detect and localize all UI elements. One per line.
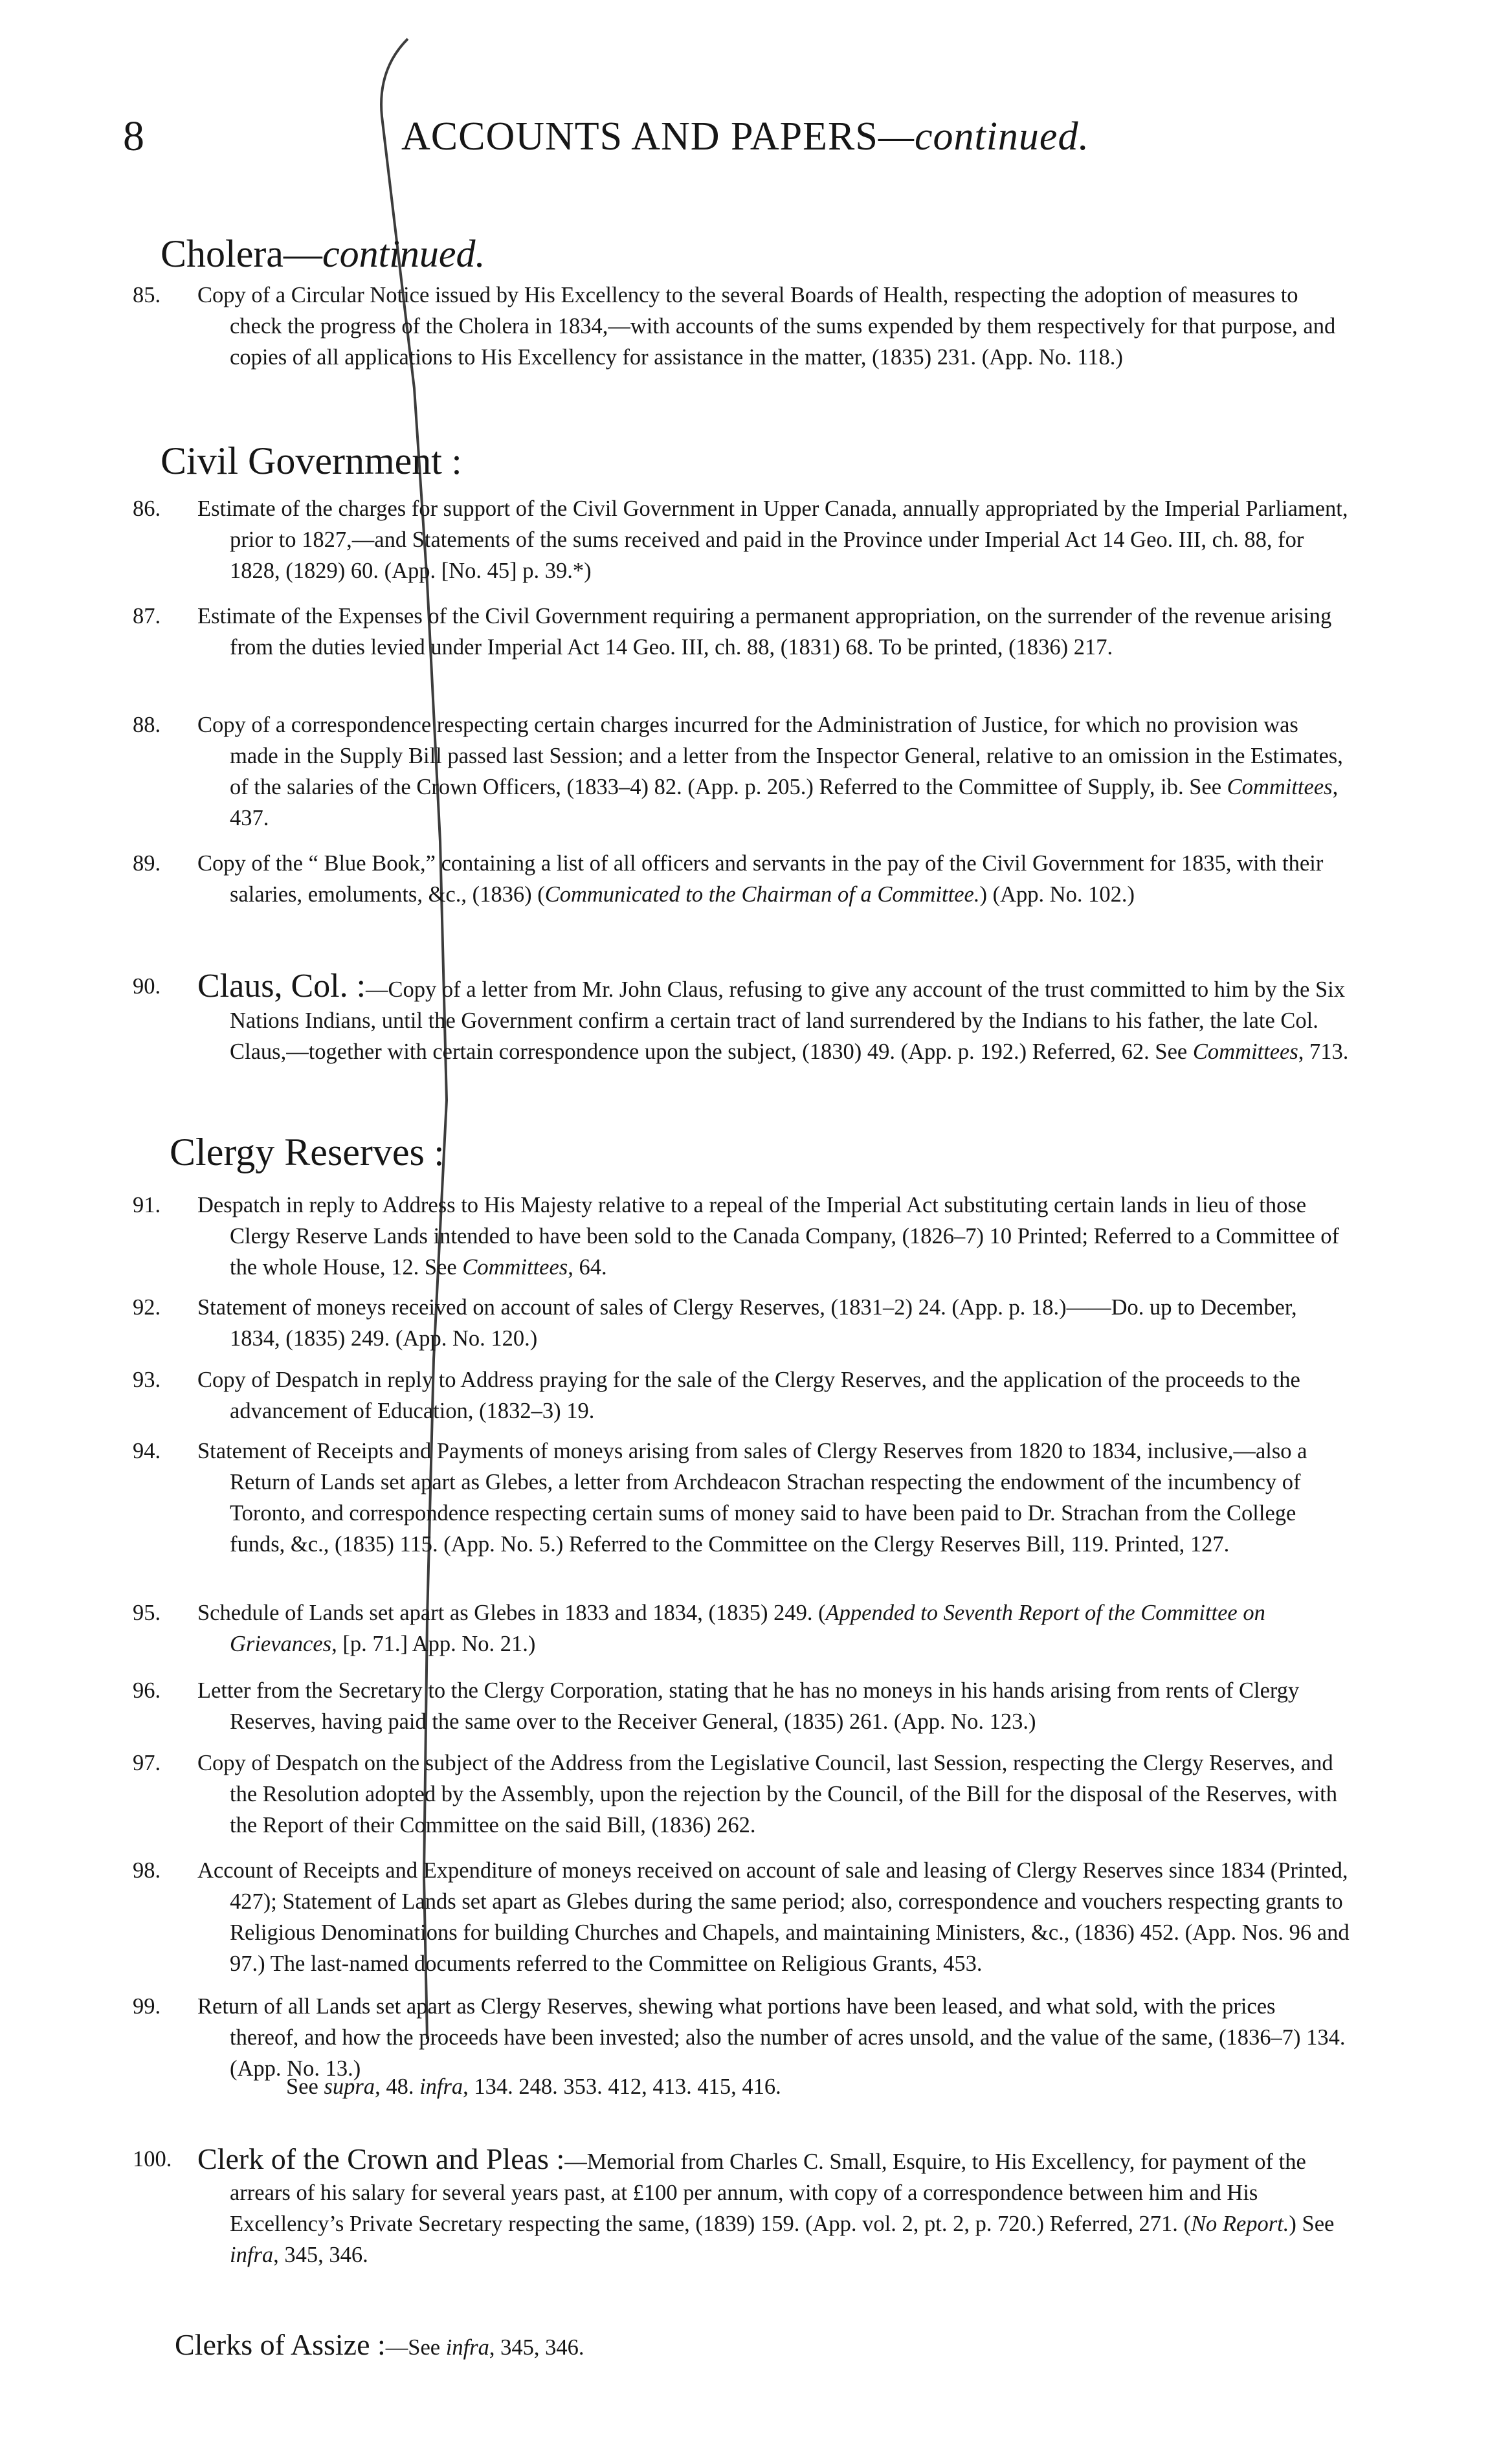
entry-text: Copy of a correspondence respecting certain charges incurred for the Administration of Justice, for which no provision was made in the Supply Bill passed last Session; and a letter from the Inspector General, relative to an omission in the Estimates, of the salaries of the Crown Officers, (1833–4) 82. (App. p. 205.) Referred to the Committee of Supply, ib. See Committees, 437. — [197, 713, 1343, 830]
entry-text: Copy of the “ Blue Book,” containing a list of all officers and servants in the pay of the Civil Government for 1835, with their salaries, emoluments, &c., (1836) (Communicated to the Chairman of a Committee.) (App. No. 102.) — [197, 851, 1324, 907]
entry-number: 93. — [133, 1368, 161, 1392]
entry-number: 88. — [133, 713, 161, 737]
entry-text: Estimate of the charges for support of the Civil Government in Upper Canada, annually appropriated by the Imperial Parliament, prior to 1827,—and Statements of the sums received and paid in the Province under Imperial Act 14 Geo. III, ch. 88, for 1828, (1829) 60. (App. [No. 45] p. 39.*) — [197, 496, 1348, 583]
entry-number: 100. — [133, 2147, 172, 2171]
entry-95 — [133, 1597, 1350, 1659]
entry-89 — [133, 848, 1350, 910]
entry-97 — [133, 1748, 1350, 1841]
entry-number: 94. — [133, 1439, 161, 1463]
entry-96 — [133, 1675, 1350, 1737]
entry-text: Copy of Despatch on the subject of the Address from the Legislative Council, last Session, respecting the Clergy Reserves, and the Resolution adopted by the Assembly, upon the rejection by the Council, of the Bill for the disposal of the Reserves, with the Report of their Committee on the said Bill, (1836) 262. — [197, 1751, 1337, 1837]
entry-number: 99. — [133, 1994, 161, 2019]
entry-lead: Claus, Col. : — [197, 968, 366, 1005]
page-number: 8 — [123, 113, 144, 160]
running-title-main: ACCOUNTS AND PAPERS — [401, 115, 878, 159]
entry-number: 92. — [133, 1295, 161, 1320]
entry-86 — [133, 493, 1350, 586]
entry-lead: Clerk of the Crown and Pleas : — [197, 2142, 565, 2175]
entry-text: Statement of moneys received on account of sales of Clergy Reserves, (1831–2) 24. (App. p. 18.)——Do. up to December, 1834, (1835) 249. (App. No. 120.) — [197, 1295, 1297, 1351]
running-title — [401, 117, 1275, 157]
entry-91 — [133, 1190, 1350, 1283]
entry-number: 87. — [133, 604, 161, 628]
entry-number: 90. — [133, 974, 161, 999]
entry-87 — [133, 601, 1350, 663]
entry-85 — [133, 280, 1350, 373]
entry-text: Copy of a Circular Notice issued by His Excellency to the several Boards of Health, respecting the adoption of measures to check the progress of the Cholera in 1834,—with accounts of the sums expended by them respectively for that purpose, and copies of all applications to His Excellency for assistance in the matter, (1835) 231. (App. No. 118.) — [197, 283, 1336, 370]
entry-text: Account of Receipts and Expenditure of moneys received on account of sale and leasing of Clergy Reserves since 1834 (Printed, 427); Statement of Lands set apart as Glebes during the same period; also, correspondence and vouchers respecting grants to Religious Denominations for building Churches and Chapels, and maintaining Ministers, &c., (1836) 452. (App. Nos. 96 and 97.) The last-named documents referred to the Committee on Religious Grants, 453. — [197, 1858, 1350, 1976]
entry-88 — [133, 709, 1350, 834]
entry-text: Despatch in reply to Address to His Majesty relative to a repeal of the Imperial Act substituting certain lands in lieu of those Clergy Reserve Lands intended to have been sold to the Canada Company, (1826–7) 10 Printed; Referred to a Committee of the whole House, 12. See Committees, 64. — [197, 1193, 1340, 1280]
running-title-suffix: —continued. — [878, 115, 1089, 159]
section-heading-clerks-of-assize: Clerks of Assize :—See infra, 345, 346. — [175, 2328, 584, 2361]
entry-text: Clerk of the Crown and Pleas :—Memorial from Charles C. Small, Esquire, to His Excellency, for payment of the arrears of his salary for several years past, at £100 per annum, with copy of a correspondence between him and His Excellency’s Private Secretary respecting the same, (1839) 159. (App. vol. 2, pt. 2, p. 720.) Referred, 271. (No Report.) See infra, 345, 346. — [197, 2142, 1335, 2267]
entry-92 — [133, 1292, 1350, 1354]
entry-text: Return of all Lands set apart as Clergy Reserves, shewing what portions have been leased, and what sold, with the prices thereof, and how the proceeds have been invested; also the number of acres unsold, and the value of the same, (1836–7) 134. (App. No. 13.) — [197, 1994, 1346, 2081]
entry-number: 85. — [133, 283, 161, 307]
entry-number: 89. — [133, 851, 161, 876]
entry-98 — [133, 1855, 1350, 1979]
see-also-clergy-reserves: See supra, 48. infra, 134. 248. 353. 412, 413. 415, 416. — [286, 2074, 781, 2099]
entry-100 — [133, 2144, 1350, 2270]
section-heading-civil-government: Civil Government : — [161, 439, 462, 482]
entry-94 — [133, 1436, 1350, 1560]
entry-number: 91. — [133, 1193, 161, 1217]
section-heading-clergy-reserves: Clergy Reserves : — [170, 1131, 445, 1173]
entry-text: Estimate of the Expenses of the Civil Government requiring a permanent appropriation, on the surrender of the revenue arising from the duties levied under Imperial Act 14 Geo. III, ch. 88, (1831) 68. To be printed, (1836) 217. — [197, 604, 1332, 660]
entry-90 — [133, 968, 1350, 1067]
entry-number: 96. — [133, 1678, 161, 1703]
entry-text: Letter from the Secretary to the Clergy Corporation, stating that he has no moneys in his hands arising from rents of Clergy Reserves, having paid the same over to the Receiver General, (1835) 261. (App. No. 123.) — [197, 1678, 1300, 1734]
entry-text: Copy of Despatch in reply to Address praying for the sale of the Clergy Reserves, and the application of the proceeds to the advancement of Education, (1832–3) 19. — [197, 1368, 1300, 1423]
entry-number: 98. — [133, 1858, 161, 1883]
entry-text: Claus, Col. :—Copy of a letter from Mr. John Claus, refusing to give any account of the trust committed to him by the Six Nations Indians, until the Government confirm a certain tract of land surrendered by the Indians to his father, the late Col. Claus,—together with certain correspondence upon the subject, (1830) 49. (App. p. 192.) Referred, 62. See Committees, 713. — [197, 968, 1349, 1064]
entry-99 — [133, 1991, 1350, 2084]
entry-number: 95. — [133, 1601, 161, 1625]
entry-number: 86. — [133, 496, 161, 521]
entry-text: Statement of Receipts and Payments of moneys arising from sales of Clergy Reserves from 1820 to 1834, inclusive,—also a Return of Lands set apart as Glebes, a letter from Archdeacon Strachan respecting the endowment of the incumbency of Toronto, and correspondence respecting certain sums of money said to have been paid to Dr. Strachan from the College funds, &c., (1835) 115. (App. No. 5.) Referred to the Committee on the Clergy Reserves Bill, 119. Printed, 127. — [197, 1439, 1307, 1557]
entry-93 — [133, 1364, 1350, 1426]
entry-number: 97. — [133, 1751, 161, 1775]
section-heading-cholera: Cholera—continued. — [161, 232, 485, 275]
entry-text: Schedule of Lands set apart as Glebes in 1833 and 1834, (1835) 249. (Appended to Seventh Report of the Committee on Grievances, [p. 71.] App. No. 21.) — [197, 1601, 1265, 1656]
